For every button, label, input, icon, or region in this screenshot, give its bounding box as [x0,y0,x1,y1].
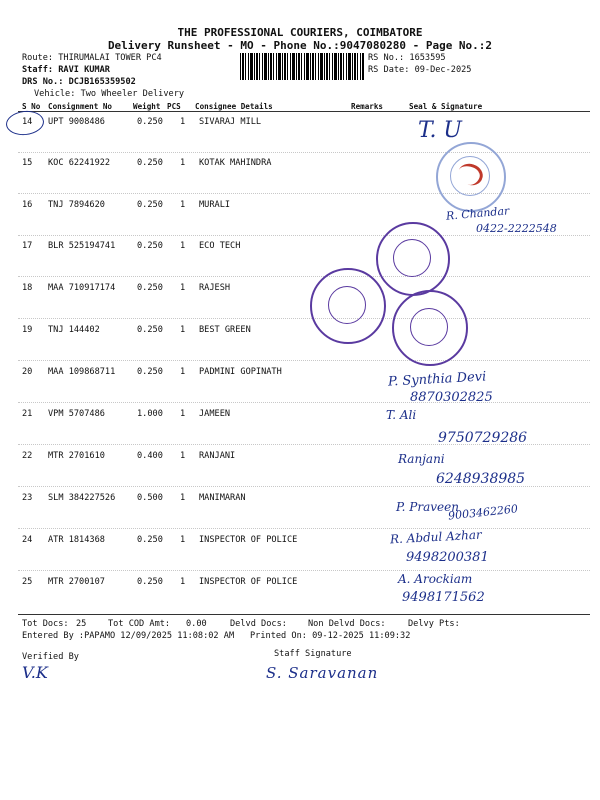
row-consignee: ECO TECH [199,241,241,251]
signature-row23: P. Praveen [396,500,459,514]
row-consignee: INSPECTOR OF POLICE [199,577,298,587]
row-consignee: PADMINI GOPINATH [199,367,282,377]
phone-row22: 6248938985 [436,471,526,487]
signature-row22: Ranjani [398,452,445,466]
row-pcs: 1 [180,325,186,335]
printed-on: Printed On: 09-12-2025 11:09:32 [250,631,411,641]
row-sno: 23 [22,493,33,503]
row-weight: 0.250 [137,577,163,587]
row-consignee: MANIMARAN [199,493,246,503]
row-weight: 0.250 [137,325,163,335]
col-pcs: PCS [167,102,181,111]
row-pcs: 1 [180,367,186,377]
row-weight: 0.250 [137,158,163,168]
signature-row24: R. Abdul Azhar [389,527,482,547]
phone-row25: 9498171562 [402,590,485,605]
row-divider [18,402,590,403]
row-pcs: 1 [180,117,186,127]
non-delivered-docs-label: Non Delvd Docs: [308,619,386,629]
row-consignment: MTR 2700107 [48,577,105,587]
signature-row14: T. U [418,118,462,143]
row-consignee: INSPECTOR OF POLICE [199,535,298,545]
col-seal: Seal & Signature [409,102,483,111]
rs-date: RS Date: 09-Dec-2025 [368,65,472,75]
col-weight: Weight [133,102,161,111]
col-consignee: Consignee Details [195,102,273,111]
row-consignment: MTR 2701610 [48,451,105,461]
verified-signature: V.K [22,663,48,682]
row-sno: 25 [22,577,33,587]
row-consignment: MAA 710917174 [48,283,116,293]
seal-stamp [436,142,506,212]
row-pcs: 1 [180,200,186,210]
row-pcs: 1 [180,451,186,461]
row-weight: 0.250 [137,283,163,293]
row-divider [18,235,590,236]
verified-by-label: Verified By [22,652,79,662]
row-weight: 0.250 [137,117,163,127]
barcode [240,53,364,80]
row-consignee: BEST GREEN [199,325,251,335]
signature-row25: A. Arockiam [398,572,473,586]
seal-stamp [310,268,386,344]
row-consignment: ATR 1814368 [48,535,105,545]
row-divider [18,570,590,571]
row-consignee: MURALI [199,200,231,210]
delivery-points-label: Delvy Pts: [408,619,460,629]
header-rule [18,111,590,112]
row-weight: 0.250 [137,241,163,251]
staff-signature-label: Staff Signature [274,649,352,659]
row-sno: 19 [22,325,33,335]
total-docs-label: Tot Docs: [22,619,69,629]
total-cod-label: Tot COD Amt: [108,619,171,629]
route-label: Route: THIRUMALAI TOWER PC4 [22,53,162,63]
row-divider [18,318,590,319]
row-sno: 17 [22,241,33,251]
row-pcs: 1 [180,158,186,168]
row-consignment: BLR 525194741 [48,241,116,251]
row-pcs: 1 [180,241,186,251]
signature-row20: P. Synthia Devi [387,369,487,390]
row-divider [18,360,590,361]
row-sno: 22 [22,451,33,461]
runsheet-subtitle: Delivery Runsheet - MO - Phone No.:9047080280 - Page No.:2 [107,39,493,52]
phone-row20: 8870302825 [410,390,493,405]
row-pcs: 1 [180,577,186,587]
row-consignment: KOC 62241922 [48,158,111,168]
drs-label: DRS No.: DCJB165359502 [22,77,136,87]
signature-row16: R. Chandar [445,204,510,223]
row-pcs: 1 [180,409,186,419]
row-consignee: RANJANI [199,451,236,461]
signature-row21: T. Ali [386,408,417,422]
row-pcs: 1 [180,535,186,545]
row-consignment: SLM 384227526 [48,493,116,503]
row-weight: 1.000 [137,409,163,419]
row-divider [18,152,590,153]
col-consignment: Consignment No [48,102,113,111]
row-consignee: RAJESH [199,283,231,293]
row-sno: 21 [22,409,33,419]
row-sno: 20 [22,367,33,377]
row-weight: 0.400 [137,451,163,461]
footer-rule [18,614,590,615]
phone-row21: 9750729286 [438,430,528,446]
row-pcs: 1 [180,283,186,293]
staff-signature: S. Saravanan [266,664,379,682]
row-divider [18,276,590,277]
row-sno: 14 [22,117,33,127]
row-divider [18,193,590,194]
company-title: THE PROFESSIONAL COURIERS, COIMBATORE [177,26,423,39]
row-sno: 24 [22,535,33,545]
phone-row16: 0422-2222548 [476,222,557,235]
row-consignment: TNJ 144402 [48,325,100,335]
phone-row24: 9498200381 [406,550,489,565]
col-remarks: Remarks [351,102,384,111]
row-weight: 0.250 [137,367,163,377]
row-weight: 0.250 [137,200,163,210]
delivered-docs-label: Delvd Docs: [230,619,287,629]
total-docs-value: 25 [76,619,87,629]
row-weight: 0.250 [137,535,163,545]
seal-stamp [376,222,450,296]
row-consignment: UPT 9008486 [48,117,105,127]
row-pcs: 1 [180,493,186,503]
phone-row23: 9003462260 [447,502,519,523]
col-sno: S No [22,102,41,111]
row-consignee: KOTAK MAHINDRA [199,158,272,168]
total-cod-value: 0.00 [186,619,207,629]
entered-by: Entered By :PAPAMO 12/09/2025 11:08:02 AM [22,631,235,641]
row-divider [18,528,590,529]
row-consignment: VPM 5707486 [48,409,105,419]
row-weight: 0.500 [137,493,163,503]
row-consignee: SIVARAJ MILL [199,117,262,127]
row-consignment: MAA 109868711 [48,367,116,377]
staff-label: Staff: RAVI KUMAR [22,65,110,75]
rs-number: RS No.: 1653595 [368,53,446,63]
row-consignee: JAMEEN [199,409,231,419]
vehicle-label: Vehicle: Two Wheeler Delivery [34,89,185,99]
row-consignment: TNJ 7894620 [48,200,105,210]
seal-stamp [392,290,468,366]
circle-mark [5,109,45,137]
row-sno: 15 [22,158,33,168]
row-sno: 18 [22,283,33,293]
row-sno: 16 [22,200,33,210]
